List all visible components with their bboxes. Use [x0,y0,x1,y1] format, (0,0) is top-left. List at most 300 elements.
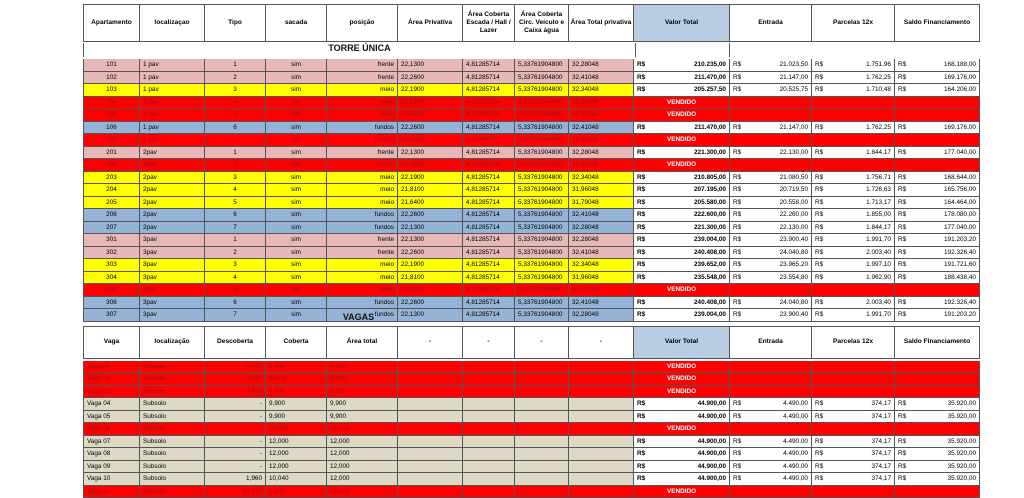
currency-symbol: R$ [637,234,645,246]
amount: 24.040,80 [780,297,808,309]
cell-area-coberta-hall: 4,81285714 [463,59,515,72]
cell-apartamento: 201 [83,147,140,160]
sold-empty-cell [730,373,812,386]
price-parcelas [812,209,895,222]
currency-symbol: R$ [898,184,906,196]
currency-symbol: R$ [637,448,645,460]
price-saldo [895,72,980,85]
currency-symbol: R$ [898,209,906,221]
cell-area-total: 32,41048 [569,72,634,85]
cell-empty [398,448,463,461]
cell-area-total: 9,900 [327,386,398,399]
currency-symbol: R$ [898,436,906,448]
cell-empty [569,473,634,486]
cell-localizacao: 1 pav [140,84,205,97]
cell-empty [398,411,463,424]
price-valor [634,184,730,197]
cell-sacada: sim [266,272,327,285]
amount: 4.490,00 [783,398,808,410]
cell-area-coberta-circ: 5,33761904800 [515,147,569,160]
cell-sacada: sim [266,72,327,85]
cell-empty [398,398,463,411]
currency-symbol: R$ [733,197,741,209]
currency-symbol: R$ [898,222,906,234]
currency-symbol: R$ [733,448,741,460]
amount: 374,17 [871,411,891,423]
amount: 205.257,50 [694,84,726,96]
cell-area-coberta-circ: 5,33761904800 [515,222,569,235]
cell-posicao: meio [327,84,398,97]
cell-coberta: 9,900 [266,398,327,411]
amount: 44.900,00 [698,436,726,448]
currency-symbol: R$ [898,272,906,284]
cell-empty [463,411,515,424]
price-parcelas [812,222,895,235]
price-saldo [895,197,980,210]
cell-apartamento: 103 [83,84,140,97]
cell-area-coberta-hall: 4,81285714 [463,309,515,322]
amount: 169.176,00 [944,122,976,134]
amount: 20.525,75 [780,84,808,96]
cell-area-privativa: 22,1300 [398,134,463,147]
cell-area-total: 9,900 [327,398,398,411]
price-entrada [730,398,812,411]
cell-area-coberta-hall: 4,81285714 [463,209,515,222]
sold-empty-cell [730,109,812,122]
amount: 221.300,00 [694,222,726,234]
currency-symbol: R$ [637,222,645,234]
price-entrada [730,209,812,222]
currency-symbol: R$ [898,259,906,271]
cell-empty [463,373,515,386]
cell-vaga: Vaga 06 [83,423,140,436]
cell-area-total: 32,28048 [569,147,634,160]
cell-area-coberta-circ: 5,33761904800 [515,122,569,135]
sold-status: VENDIDO [634,361,730,374]
cell-area-coberta-circ: 5,33761904800 [515,247,569,260]
price-saldo [895,147,980,160]
cell-area-coberta-hall: 4,81285714 [463,147,515,160]
currency-symbol: R$ [733,184,741,196]
cell-area-privativa: 21,6400 [398,109,463,122]
amount: 178.080,00 [944,209,976,221]
cell-area-coberta-hall: 4,81285714 [463,134,515,147]
column-header: Entrada [730,4,812,42]
price-parcelas [812,398,895,411]
cell-localizacao: 2pav [140,159,205,172]
cell-empty [398,473,463,486]
cell-area-coberta-circ: 5,33761904800 [515,272,569,285]
cell-sacada: sim [266,209,327,222]
currency-symbol: R$ [733,209,741,221]
cell-apartamento: 303 [83,259,140,272]
currency-symbol: R$ [637,259,645,271]
currency-symbol: R$ [733,411,741,423]
price-valor [634,272,730,285]
price-entrada [730,259,812,272]
price-parcelas [812,259,895,272]
cell-localizacao: Subsolo [140,398,205,411]
cell-posicao: meio [327,172,398,185]
currency-symbol: R$ [637,398,645,410]
price-parcelas [812,272,895,285]
cell-tipo: 1 [205,147,266,160]
currency-symbol: R$ [815,247,823,259]
cell-apartamento: 204 [83,184,140,197]
cell-area-privativa: 21,8100 [398,184,463,197]
amount: 1.997,10 [866,259,891,271]
currency-symbol: R$ [815,222,823,234]
amount: 1.710,48 [866,84,891,96]
cell-localizacao: Subsolo [140,473,205,486]
cell-apartamento: 304 [83,272,140,285]
currency-symbol: R$ [733,259,741,271]
column-header: Parcelas 12x [812,4,895,42]
cell-tipo: 5 [205,197,266,210]
cell-coberta: 6,650 [266,361,327,374]
cell-empty [515,398,569,411]
cell-area-total: 9,900 [327,361,398,374]
price-valor [634,222,730,235]
amount: 239.004,00 [694,309,726,321]
sold-status: VENDIDO [634,373,730,386]
amount: 35.920,00 [948,461,976,473]
sold-empty-cell [895,373,980,386]
amount: 21.147,00 [780,72,808,84]
amount: 23.900,40 [780,309,808,321]
currency-symbol: R$ [898,172,906,184]
price-entrada [730,461,812,474]
cell-descoberta: 4,330 [205,373,266,386]
cell-localizacao: Subsolo [140,486,205,498]
cell-descoberta: - [205,436,266,449]
price-entrada [730,147,812,160]
currency-symbol: R$ [815,448,823,460]
cell-empty [463,398,515,411]
currency-symbol: R$ [637,411,645,423]
cell-area-total: 31,79048 [569,197,634,210]
currency-symbol: R$ [733,84,741,96]
price-entrada [730,122,812,135]
amount: 1.855,00 [866,209,891,221]
price-saldo [895,398,980,411]
cell-localizacao: Subsolo [140,373,205,386]
cell-area-total: 32,41048 [569,297,634,310]
cell-area-coberta-circ: 5,33761904800 [515,134,569,147]
cell-posicao: meio [327,184,398,197]
cell-empty [398,386,463,399]
cell-localizacao: Subsolo [140,411,205,424]
cell-posicao: meio [327,259,398,272]
cell-apartamento: 207 [83,222,140,235]
amount: 177.040,00 [944,147,976,159]
cell-posicao: frente [327,159,398,172]
cell-tipo: 1 [205,234,266,247]
currency-symbol: R$ [637,172,645,184]
cell-sacada: sim [266,297,327,310]
cell-vaga: Vaga 10 [83,473,140,486]
currency-symbol: R$ [733,59,741,71]
amount: 169.176,00 [944,72,976,84]
cell-area-privativa: 22,2600 [398,122,463,135]
currency-symbol: R$ [733,234,741,246]
cell-apartamento: 206 [83,209,140,222]
price-valor [634,461,730,474]
sold-status: VENDIDO [634,97,730,110]
cell-apartamento: 101 [83,59,140,72]
currency-symbol: R$ [815,297,823,309]
cell-apartamento: 104 [83,97,140,110]
cell-area-total: 12,000 [327,448,398,461]
amount: 21.147,00 [780,122,808,134]
cell-localizacao: 2pav [140,222,205,235]
price-valor [634,448,730,461]
cell-area-privativa: 22,1300 [398,309,463,322]
amount: 164.206,00 [944,84,976,96]
column-header: Saldo Financiamento [895,4,980,42]
currency-symbol: R$ [898,411,906,423]
price-parcelas [812,122,895,135]
cell-area-coberta-hall: 4,81285714 [463,159,515,172]
cell-sacada: sim [266,97,327,110]
cell-posicao: frente [327,234,398,247]
cell-empty [398,436,463,449]
cell-localizacao: 3pav [140,234,205,247]
amount: 2.003,40 [866,247,891,259]
cell-area-total: 12,000 [327,423,398,436]
amount: 35.920,00 [948,448,976,460]
cell-tipo: 3 [205,84,266,97]
cell-empty [569,361,634,374]
cell-area-privativa: 21,8100 [398,272,463,285]
cell-apartamento: 306 [83,297,140,310]
price-valor [634,398,730,411]
price-entrada [730,297,812,310]
currency-symbol: R$ [733,172,741,184]
currency-symbol: R$ [733,436,741,448]
currency-symbol: R$ [815,172,823,184]
sold-empty-cell [895,361,980,374]
cell-posicao: meio [327,109,398,122]
cell-area-total: 32,28048 [569,234,634,247]
price-valor [634,259,730,272]
cell-empty [569,373,634,386]
column-header: Área total [327,326,398,359]
cell-tipo: 7 [205,309,266,322]
price-entrada [730,172,812,185]
cell-descoberta: - [205,411,266,424]
price-saldo [895,461,980,474]
price-parcelas [812,184,895,197]
price-parcelas [812,247,895,260]
sold-status: VENDIDO [634,386,730,399]
cell-empty [398,461,463,474]
cell-area-coberta-circ: 5,33761904800 [515,159,569,172]
currency-symbol: R$ [898,147,906,159]
cell-area-privativa: 21,6400 [398,284,463,297]
amount: 4.490,00 [783,461,808,473]
amount: 240.408,00 [694,247,726,259]
cell-vaga: Vaga 11 [83,486,140,498]
amount: 20.558,00 [780,197,808,209]
amount: 35.920,00 [948,398,976,410]
price-parcelas [812,59,895,72]
column-header: - [398,326,463,359]
price-entrada [730,473,812,486]
sold-empty-cell [895,284,980,297]
currency-symbol: R$ [898,309,906,321]
cell-sacada: sim [266,172,327,185]
currency-symbol: R$ [637,473,645,485]
cell-area-privativa: 22,2600 [398,72,463,85]
currency-symbol: R$ [815,84,823,96]
cell-area-privativa: 22,1300 [398,147,463,160]
price-saldo [895,272,980,285]
cell-area-coberta-hall: 4,81285714 [463,109,515,122]
cell-area-total: 32,28048 [569,134,634,147]
amount: 21.080,50 [780,172,808,184]
cell-empty [515,361,569,374]
currency-symbol: R$ [898,84,906,96]
section-title-spacer [634,43,730,57]
sold-empty-cell [730,159,812,172]
price-entrada [730,84,812,97]
cell-area-total: 32,28048 [569,309,634,322]
cell-empty [463,436,515,449]
cell-area-total: 32,34048 [569,259,634,272]
cell-apartamento: 107 [83,134,140,147]
column-header: Saldo Financiamento [895,326,980,359]
cell-vaga: Vaga 05 [83,411,140,424]
sold-empty-cell [730,423,812,436]
price-parcelas [812,411,895,424]
price-valor [634,297,730,310]
amount: 235.548,00 [694,272,726,284]
amount: 1.726,63 [866,184,891,196]
cell-posicao: fundos [327,309,398,322]
column-header: sacada [266,4,327,42]
currency-symbol: R$ [733,272,741,284]
price-saldo [895,84,980,97]
cell-empty [569,398,634,411]
cell-localizacao: Subsolo [140,386,205,399]
cell-apartamento: 305 [83,284,140,297]
cell-posicao: meio [327,272,398,285]
cell-area-privativa: 22,1300 [398,234,463,247]
amount: 20.719,50 [780,184,808,196]
price-saldo [895,259,980,272]
currency-symbol: R$ [637,272,645,284]
price-valor [634,436,730,449]
cell-area-coberta-circ: 5,33761904800 [515,197,569,210]
cell-apartamento: 301 [83,234,140,247]
cell-tipo: 3 [205,259,266,272]
cell-area-privativa: 22,1300 [398,59,463,72]
cell-area-total: 32,41048 [569,122,634,135]
price-valor [634,122,730,135]
cell-vaga: Vaga 08 [83,448,140,461]
cell-area-total: 32,28048 [569,222,634,235]
currency-symbol: R$ [815,197,823,209]
cell-tipo: 6 [205,297,266,310]
cell-area-privativa: 22,1900 [398,84,463,97]
price-entrada [730,448,812,461]
price-saldo [895,411,980,424]
cell-empty [515,386,569,399]
amount: 192.326,40 [944,247,976,259]
cell-empty [569,411,634,424]
cell-posicao: frente [327,147,398,160]
price-parcelas [812,172,895,185]
cell-empty [463,461,515,474]
cell-tipo: 5 [205,109,266,122]
currency-symbol: R$ [815,147,823,159]
amount: 44.900,00 [698,448,726,460]
amount: 191.203,20 [944,309,976,321]
cell-area-coberta-hall: 4,81285714 [463,234,515,247]
sold-status: VENDIDO [634,284,730,297]
currency-symbol: R$ [815,309,823,321]
cell-sacada: sim [266,109,327,122]
currency-symbol: R$ [815,436,823,448]
cell-area-coberta-hall: 4,81285714 [463,122,515,135]
cell-area-privativa: 21,6400 [398,197,463,210]
price-saldo [895,473,980,486]
cell-area-total: 31,96048 [569,97,634,110]
amount: 192.326,40 [944,297,976,309]
cell-tipo: 4 [205,184,266,197]
cell-area-coberta-hall: 4,81285714 [463,72,515,85]
amount: 239.004,00 [694,234,726,246]
cell-sacada: sim [266,222,327,235]
cell-area-total: 32,34048 [569,172,634,185]
cell-area-privativa: 22,2600 [398,159,463,172]
price-entrada [730,309,812,322]
cell-empty [398,361,463,374]
price-valor [634,172,730,185]
cell-area-coberta-hall: 4,81285714 [463,247,515,260]
cell-area-coberta-circ: 5,33761904800 [515,172,569,185]
cell-coberta: 10,040 [266,473,327,486]
cell-vaga: Vaga 04 [83,398,140,411]
cell-area-coberta-hall: 4,81285714 [463,222,515,235]
amount: 23.965,20 [780,259,808,271]
amount: 1.991,70 [866,234,891,246]
cell-area-privativa: 22,1300 [398,222,463,235]
cell-localizacao: 1 pav [140,122,205,135]
cell-sacada: sim [266,159,327,172]
cell-sacada: sim [266,234,327,247]
currency-symbol: R$ [815,59,823,71]
amount: 210.235,00 [694,59,726,71]
cell-area-coberta-circ: 5,33761904800 [515,84,569,97]
currency-symbol: R$ [898,122,906,134]
currency-symbol: R$ [733,72,741,84]
column-header: Valor Total [634,326,730,359]
cell-empty [515,411,569,424]
currency-symbol: R$ [637,59,645,71]
amount: 1.991,70 [866,309,891,321]
amount: 168.188,00 [944,59,976,71]
amount: 165.756,00 [944,184,976,196]
cell-tipo: 7 [205,222,266,235]
sold-status: VENDIDO [634,486,730,498]
price-saldo [895,297,980,310]
currency-symbol: R$ [637,461,645,473]
cell-localizacao: 2pav [140,209,205,222]
price-entrada [730,234,812,247]
sold-status: VENDIDO [634,109,730,122]
